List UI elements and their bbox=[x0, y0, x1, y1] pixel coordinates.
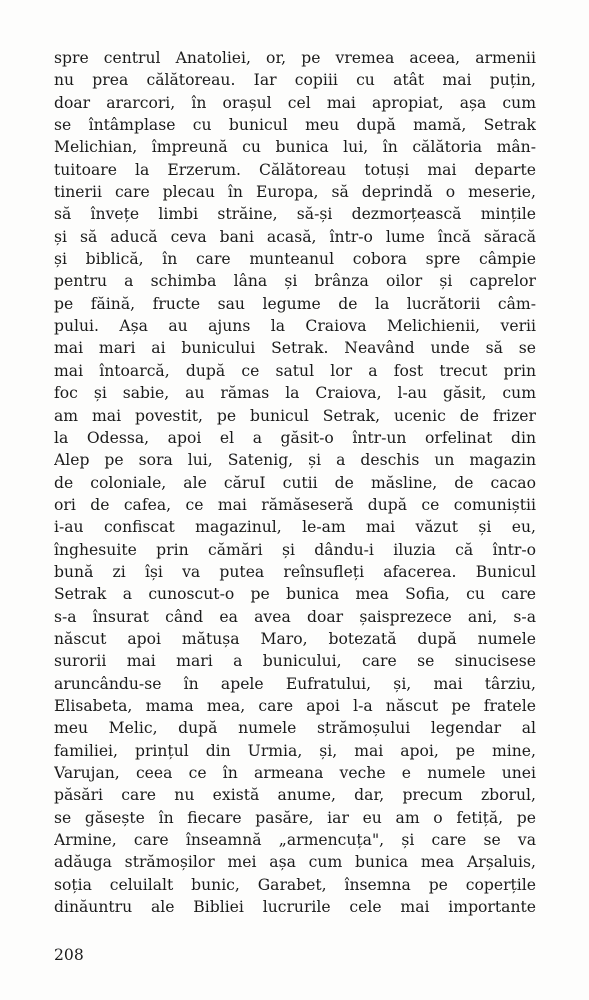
text-line: și să aducă ceva bani acasă, într-o lume încă săracă bbox=[54, 227, 536, 246]
text-line: pe făină, fructe sau legume de la lucrătorii câm- bbox=[54, 294, 536, 313]
text-line: bună zi își va putea reînsufleți afacerea. Bunicul bbox=[54, 562, 536, 581]
text-line: nu prea călătoreau. Iar copiii cu atât mai puțin, bbox=[54, 71, 536, 90]
text-line: am mai povestit, pe bunicul Setrak, ucenic de frizer bbox=[54, 406, 536, 425]
text-line: surorii mai mari a bunicului, care se sinucisese bbox=[54, 652, 536, 671]
text-line: soția celuilalt bunic, Garabet, însemna pe coperțile bbox=[54, 875, 536, 894]
text-line: tuitoare la Erzerum. Călătoreau totuși mai departe bbox=[54, 160, 536, 179]
text-line: se întâmplase cu bunicul meu după mamă, Setrak bbox=[54, 116, 536, 135]
text-line: i-au confiscat magazinul, le-am mai văzut și eu, bbox=[54, 518, 536, 537]
text-line: s-a însurat când ea avea doar șaisprezece ani, s-a bbox=[54, 607, 536, 626]
text-line: dinăuntru ale Bibliei lucrurile cele mai importante bbox=[54, 898, 536, 917]
text-line: Alep pe sora lui, Satenig, și a deschis un magazin bbox=[54, 451, 536, 470]
text-line: familiei, prințul din Urmia, și, mai apoi, pe mine, bbox=[54, 741, 536, 760]
text-line: Varujan, ceea ce în armeana veche e numele unei bbox=[54, 764, 536, 782]
text-line: născut apoi mătușa Maro, botezată după numele bbox=[54, 629, 536, 648]
text-line: înghesuite prin cămări și dându-i iluzia că într-o bbox=[54, 540, 536, 559]
text-line: Armine, care înseamnă „armencuța", și care se va bbox=[54, 831, 536, 850]
page-number: 208 bbox=[54, 946, 84, 964]
text-line: mai întoarcă, după ce satul lor a fost trecut prin bbox=[54, 361, 536, 380]
text-line: Elisabeta, mama mea, care apoi l-a născut pe fratele bbox=[54, 696, 536, 715]
text-line: să învețe limbi străine, să-și dezmorțească mințile bbox=[54, 205, 536, 224]
text-line: mai mari ai bunicului Setrak. Neavând unde să se bbox=[54, 339, 536, 358]
text-line: păsări care nu există anume, dar, precum zborul, bbox=[54, 786, 536, 805]
text-line: aruncându-se în apele Eufratului, și, mai târziu, bbox=[54, 674, 536, 693]
text-line: și biblică, în care munteanul cobora spre câmpie bbox=[54, 250, 536, 269]
text-line: meu Melic, după numele strămoșului legendar al bbox=[54, 719, 536, 738]
body-text bbox=[54, 47, 536, 918]
text-line: pului. Așa au ajuns la Craiova Melichienii, verii bbox=[54, 317, 536, 336]
text-line: Melichian, împreună cu bunica lui, în călătoria mân- bbox=[54, 138, 536, 157]
text-line: Setrak a cunoscut-o pe bunica mea Sofia, cu care bbox=[54, 585, 536, 604]
text-line: spre centrul Anatoliei, or, pe vremea aceea, armenii bbox=[54, 49, 536, 67]
text-line: doar ararcori, în orașul cel mai apropiat, așa cum bbox=[54, 93, 536, 112]
text-line: la Odessa, apoi el a găsit-o într-un orfelinat din bbox=[54, 428, 536, 447]
text-line: pentru a schimba lâna și brânza oilor și caprelor bbox=[54, 272, 536, 291]
text-line: de coloniale, ale căruI cutii de măsline, de cacao bbox=[54, 473, 536, 492]
text-line: se găsește în fiecare pasăre, iar eu am o fetiță, pe bbox=[54, 808, 536, 827]
text-line: foc și sabie, au rămas la Craiova, l-au găsit, cum bbox=[54, 384, 536, 403]
text-line: adăuga strămoșilor mei așa cum bunica mea Arșaluis, bbox=[54, 853, 536, 872]
text-line: tinerii care plecau în Europa, să deprindă o meserie, bbox=[54, 183, 536, 202]
text-line: ori de cafea, ce mai rămăseseră după ce comuniștii bbox=[54, 495, 536, 514]
